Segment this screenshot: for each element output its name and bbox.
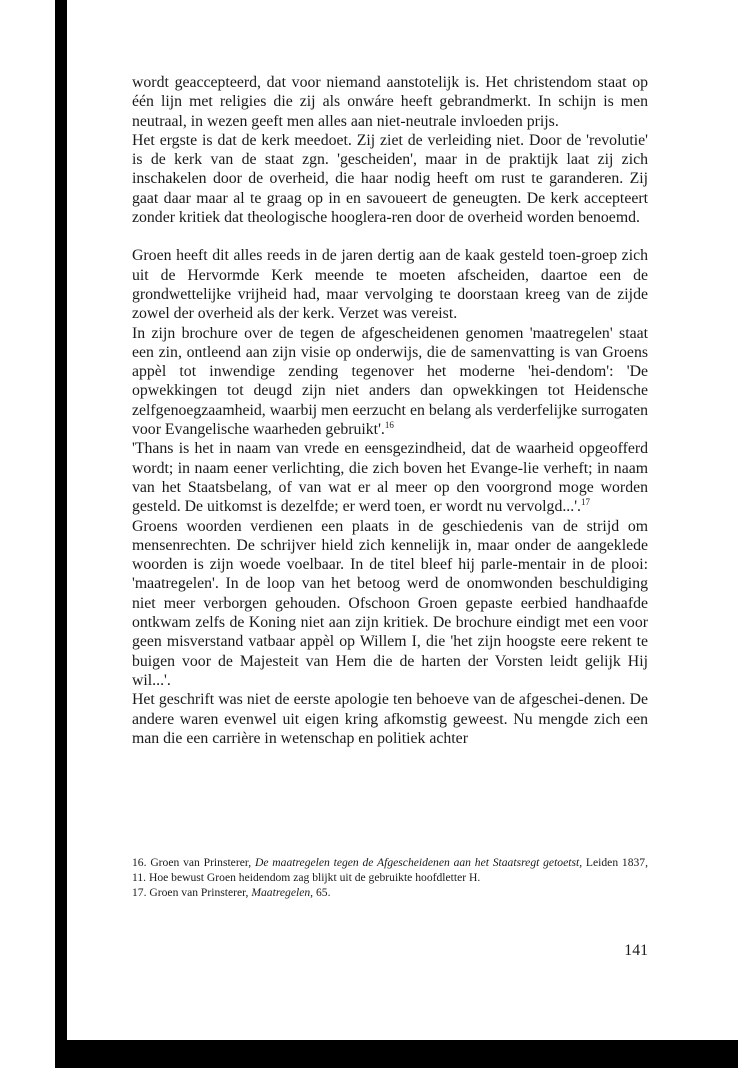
- paragraph-gap: [132, 227, 648, 246]
- footnote-17: [132, 885, 648, 900]
- footnote-16-author: Groen van Prinsterer,: [150, 856, 252, 869]
- footnote-17-title: Maatregelen,: [251, 886, 314, 900]
- footnote-16-title: De maatregelen tegen de Afgescheidenen aan het Staatsregt getoetst,: [254, 856, 583, 869]
- scan-border-left: [55, 0, 67, 1068]
- paragraph-5-text: 'Thans is het in naam van vrede en eensgezindheid, dat de waarheid opgeofferd wordt; in naam eener verlichting, die zich boven het Evange-lie verheft; in naam van het Staatsbelang, of van wat er al meer op den voorgrond moge worden gesteld. De uitkomst is dezelfde; er werd toen, er wordt nu vervolgd...'.: [132, 440, 648, 516]
- main-text: [132, 73, 648, 748]
- footnote-17-author: Groen van Prinsterer,: [149, 886, 249, 900]
- footnote-16: [132, 855, 648, 885]
- paragraph-6: Groens woorden verdienen een plaats in de geschiedenis van de strijd om mensenrechten. De schrijver hield zich kennelijk in, maar onder de aangeklede woorden is zijn woede voelbaar. In de titel bleef hij parle-mentair in de plooi: 'maatregelen'. In de loop van het betoog werd de onomwonden beschuldiging niet meer verborgen gehouden. Ofschoon Groen gepaste eerbied handhaafde ontkwam zelfs de Koning niet aan zijn kritiek. De brochure eindigt met een voor geen misverstand vatbaar appèl op Willem I, die 'het zijn hoogste eere rekent te buigen voor de Majesteit van Hem die de harten der Vorsten leidt gelijk Hij wil...'.: [132, 517, 648, 689]
- footnote-ref-16[interactable]: 16: [384, 420, 394, 431]
- paragraph-4: [132, 324, 648, 440]
- paragraph-4-text: In zijn brochure over de tegen de afgescheidenen genomen 'maatregelen' staat een zin, ontleend aan zijn visie op onderwijs, die de samenvatting is van Groens appèl tot inwendige zending tegenover het moderne 'hei-dendom': 'De opwekkingen tot deugd zijn niet anders dan opwekkingen tot Heidensche zelfgenoegzaamheid, waarbij men eerzucht en belang als verderfelijke surrogaten voor Evangelische waarheden gebruikt'.: [132, 324, 648, 439]
- scan-border-bottom: [55, 1040, 685, 1068]
- footnote-ref-17[interactable]: 17: [581, 497, 590, 508]
- paragraph-2: Het ergste is dat de kerk meedoet. Zij ziet de verleiding niet. Door de 'revolutie' is de kerk van de staat zgn. 'gescheiden', maar in de praktijk laat zij zich inschakelen door de overheid, die haar nodig heeft om rust te garanderen. Zij gaat daar maar al te graag op in en savoueert de geneugten. De kerk accepteert zonder kritiek dat theologische hooglera-ren door de overheid worden benoemd.: [132, 131, 648, 227]
- paragraph-3: Groen heeft dit alles reeds in de jaren dertig aan de kaak gesteld toen-groep zich uit de Hervormde Kerk meende te moeten afscheiden, daartoe een de grondwettelijke vrijheid had, maar vervolging te doorstaan kreeg van de zijde zowel der overheid als der kerk. Verzet was vereist.: [132, 247, 648, 323]
- paragraph-1: wordt geaccepteerd, dat voor niemand aanstotelijk is. Het christendom staat op één lijn met religies die zij als onwáre heeft gebrandmerkt. In schijn is men neutraal, in wezen geeft men alles aan niet-neutrale invloeden prijs.: [132, 74, 648, 130]
- page-number: 141: [624, 942, 648, 959]
- footnote-17-number: 17.: [132, 886, 147, 900]
- scan-border-bottom-right: [685, 1040, 738, 1068]
- footnote-16-number: 16.: [132, 856, 147, 869]
- paragraph-7: Het geschrift was niet de eerste apologie ten behoeve van de afgeschei-denen. De andere waren evenwel uit eigen kring afkomstig geweest. Nu mengde zich een man die een carrière in wetenschap en politiek achter: [132, 691, 648, 747]
- footnote-16-rest: Leiden 1837, 11. Hoe bewust Groen heidendom zag blijkt uit de gebruikte hoofdletter H.: [132, 856, 648, 885]
- paragraph-5: [132, 439, 648, 516]
- footnotes: [132, 855, 648, 901]
- footnote-17-rest: 65.: [315, 886, 331, 900]
